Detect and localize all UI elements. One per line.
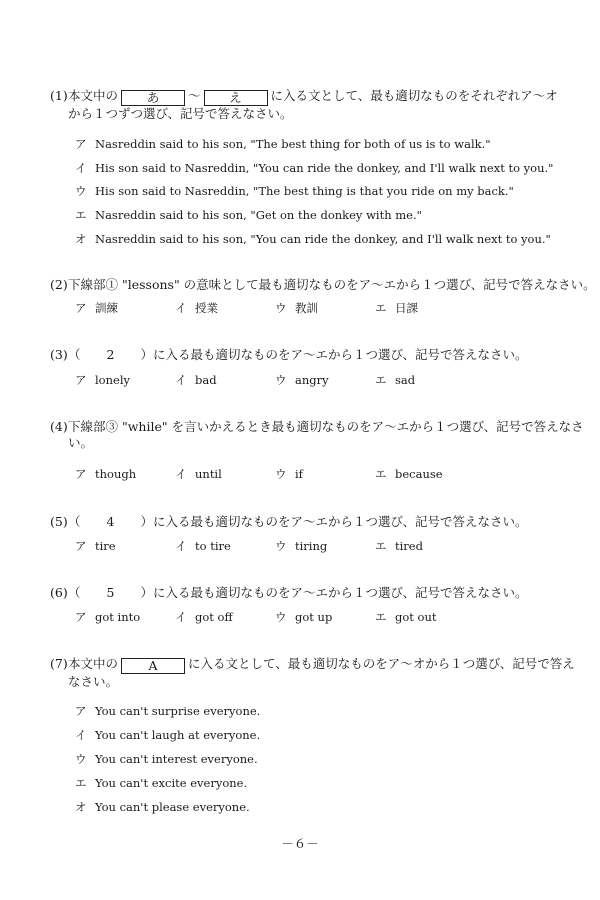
question-1-stem-cont: から１つずつ選び、記号で答えなさい。 (68, 106, 293, 121)
option: イ His son said to Nasreddin, "You can ride the donkey, and I'll walk next to you." (75, 161, 554, 175)
question-7: (7)本文中の A に入る文として、最も適切なものをア～オから１つ選び、記号で答え なさい。 (50, 656, 575, 689)
option: ア You can't surprise everyone. (75, 704, 261, 718)
option: ア got into (75, 610, 141, 624)
option: ア lonely (75, 373, 130, 387)
option: イ got off (175, 610, 233, 624)
answer-box-a: あ (121, 90, 185, 106)
option: ア 訓練 (75, 301, 118, 315)
option: エ sad (375, 373, 416, 387)
blank-number: 5 (106, 585, 115, 600)
option: ウ got up (275, 610, 333, 624)
option: ア tire (75, 539, 116, 553)
question-2: (2)下線部① "lessons" の意味として最も適切なものをア～エから１つ選び、記号で答えなさい。 (50, 277, 596, 292)
question-1 (50, 88, 560, 122)
option: ウ You can't interest everyone. (75, 752, 258, 766)
option: ウ tiring (275, 539, 328, 553)
question-1-stem: (1)本文中の あ 〜 え に入る文として、最も適切なものをそれぞれア～オ (50, 88, 558, 105)
answer-box-A: A (121, 658, 185, 674)
option: イ You can't laugh at everyone. (75, 728, 261, 742)
question-3: (3)（ 2 ）に入る最も適切なものをア～エから１つ選び、記号で答えなさい。 (50, 347, 528, 362)
option: エ Nasreddin said to his son, "Get on the donkey with me." (75, 208, 422, 222)
option: イ to tire (175, 539, 231, 553)
blank-number: 4 (106, 514, 115, 529)
option: ア though (75, 467, 137, 481)
option: ウ if (275, 467, 303, 481)
option: エ tired (375, 539, 423, 553)
option: イ until (175, 467, 222, 481)
option: イ 授業 (175, 301, 218, 315)
option: ウ angry (275, 373, 329, 387)
option: オ Nasreddin said to his son, "You can ride the donkey, and I'll walk next to you." (75, 232, 551, 246)
option: エ because (375, 467, 443, 481)
option: ウ His son said to Nasreddin, "The best thing is that you ride on my back." (75, 184, 514, 198)
answer-box-e: え (204, 90, 268, 106)
option: エ You can't excite everyone. (75, 776, 248, 790)
blank-number: 2 (106, 347, 115, 362)
option: エ got out (375, 610, 437, 624)
option: オ You can't please everyone. (75, 800, 250, 814)
option: ウ 教訓 (275, 301, 318, 315)
question-4: (4)下線部③ "while" を言いかえるとき最も適切なものをア～エから１つ選び、記号で答えなさ い。 (50, 419, 584, 450)
question-number: (1) (50, 88, 68, 103)
page-number: －６－ (281, 836, 319, 851)
option: イ bad (175, 373, 217, 387)
question-5: (5)（ 4 ）に入る最も適切なものをア～エから１つ選び、記号で答えなさい。 (50, 514, 528, 529)
option: ア Nasreddin said to his son, "The best thing for both of us is to walk." (75, 137, 491, 151)
question-6: (6)（ 5 ）に入る最も適切なものをア～エから１つ選び、記号で答えなさい。 (50, 585, 528, 600)
option: エ 日課 (375, 301, 418, 315)
